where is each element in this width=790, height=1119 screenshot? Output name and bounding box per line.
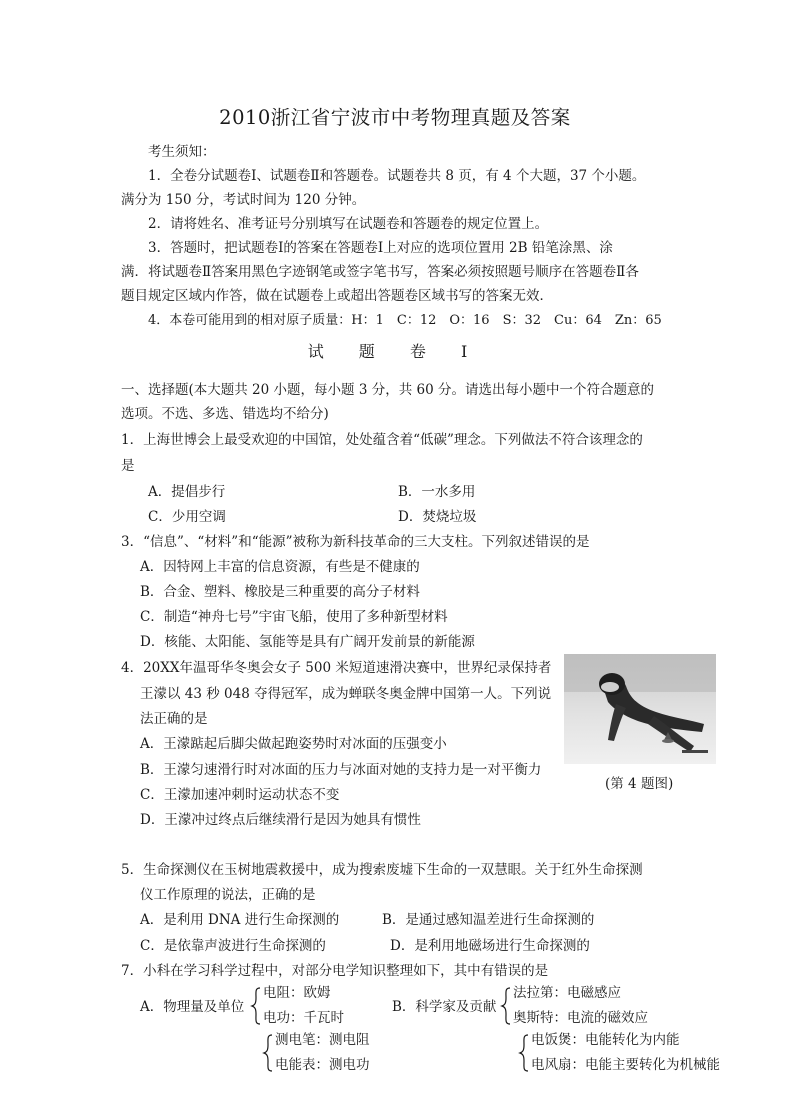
- option-b: B．合金、塑料、橡胶是三种重要的高分子材料: [140, 584, 420, 600]
- notice-heading: 考生须知：: [148, 144, 216, 160]
- option-b: B．王濛匀速滑行时对冰面的压力与冰面对她的支持力是一对平衡力: [140, 762, 542, 778]
- part-intro: 选项。不选、多选、错选均不给分): [121, 406, 329, 422]
- section-title: 试 题 卷 Ⅰ: [307, 342, 483, 361]
- option-b-item: 奥斯特：电流的磁效应: [513, 1010, 648, 1026]
- brace-icon: [518, 1033, 530, 1073]
- option-a: A．王濛踮起后脚尖做起跑姿势时对冰面的压强变小: [140, 736, 447, 752]
- question-stem: 是: [121, 458, 135, 474]
- notice-line: 满分为 150 分，考试时间为 120 分钟。: [121, 192, 366, 208]
- option-a: A．是利用 DNA 进行生命探测的: [140, 912, 340, 928]
- option-d: D．焚烧垃圾: [398, 509, 477, 525]
- brace-icon: [262, 1033, 274, 1073]
- option-b: B．一水多用: [398, 484, 476, 500]
- notice-line: 3．答题时，把试题卷Ⅰ的答案在答题卷Ⅰ上对应的选项位置用 2B 铅笔涂黑、涂: [148, 240, 613, 256]
- option-a: A．因特网上丰富的信息资源，有些是不健康的: [140, 559, 420, 575]
- part-intro: 一、选择题(本大题共 20 小题，每小题 3 分，共 60 分。请选出每小题中一个符合题意的: [121, 382, 654, 398]
- option-a: A．提倡步行: [148, 484, 226, 500]
- option-b: B．是通过感知温差进行生命探测的: [382, 912, 595, 928]
- question-stem: 法正确的是: [140, 711, 208, 727]
- notice-line: 1．全卷分试题卷Ⅰ、试题卷Ⅱ和答题卷。试题卷共 8 页，有 4 个大题，37 个小题。: [148, 168, 646, 184]
- page-title: 2010浙江省宁波市中考物理真题及答案: [219, 106, 571, 129]
- option-d: D．是利用地磁场进行生命探测的: [390, 938, 590, 954]
- option-c-item: 测电笔：测电阻: [275, 1032, 370, 1048]
- option-c: C．制造“神舟七号”宇宙飞船，使用了多种新型材料: [140, 609, 448, 625]
- option-c: C．少用空调: [148, 509, 226, 525]
- option-d-item: 电风扇：电能主要转化为机械能: [531, 1057, 720, 1073]
- question-stem: 仪工作原理的说法，正确的是: [140, 887, 316, 903]
- question-stem: 王濛以 43 秒 048 夺得冠军，成为蝉联冬奥金牌中国第一人。下列说: [140, 686, 552, 702]
- question-stem: 3．“信息”、“材料”和“能源”被称为新科技革命的三大支柱。下列叙述错误的是: [121, 534, 590, 550]
- brace-icon: [500, 986, 512, 1026]
- question-stem: 7．小科在学习科学过程中，对部分电学知识整理如下，其中有错误的是: [121, 963, 549, 979]
- option-d: D．王濛冲过终点后继续滑行是因为她具有惯性: [140, 812, 421, 828]
- option-c-item: 电能表：测电功: [275, 1057, 370, 1073]
- question-stem: 4．20XX年温哥华冬奥会女子 500 米短道速滑决赛中，世界纪录保持者: [121, 660, 552, 676]
- option-a-item: 电阻：欧姆: [263, 985, 331, 1001]
- notice-line: 2．请将姓名、准考证号分别填写在试题卷和答题卷的规定位置上。: [148, 216, 549, 232]
- brace-icon: [250, 986, 262, 1026]
- question-stem: 5．生命探测仪在玉树地震救援中，成为搜索废墟下生命的一双慧眼。关于红外生命探测: [121, 862, 643, 878]
- notice-line: 4．本卷可能用到的相对原子质量：H：1 C：12 O：16 S：32 Cu：64 Zn：65: [148, 313, 662, 328]
- option-a-item: 电功：千瓦时: [263, 1010, 344, 1026]
- option-b-label: B．科学家及贡献: [392, 999, 497, 1015]
- speed-skater-photo: [564, 654, 716, 764]
- option-c: C．是依靠声波进行生命探测的: [140, 938, 326, 954]
- notice-line: 题目规定区域内作答，做在试题卷上或超出答题卷区域书写的答案无效．: [121, 288, 553, 304]
- option-a-label: A．物理量及单位: [140, 999, 245, 1015]
- notice-line: 满．将试题卷Ⅱ答案用黑色字迹钢笔或签字笔书写，答案必须按照题号顺序在答题卷Ⅱ各: [121, 264, 639, 280]
- option-d: D．核能、太阳能、氢能等是具有广阔开发前景的新能源: [140, 634, 475, 650]
- option-b-item: 法拉第：电磁感应: [513, 985, 621, 1001]
- question-stem: 1．上海世博会上最受欢迎的中国馆，处处蕴含着“低碳”理念。下列做法不符合该理念的: [121, 432, 643, 448]
- option-d-item: 电饭煲：电能转化为内能: [531, 1032, 680, 1048]
- option-c: C．王濛加速冲刺时运动状态不变: [140, 787, 340, 803]
- figure-caption: (第 4 题图): [605, 776, 674, 792]
